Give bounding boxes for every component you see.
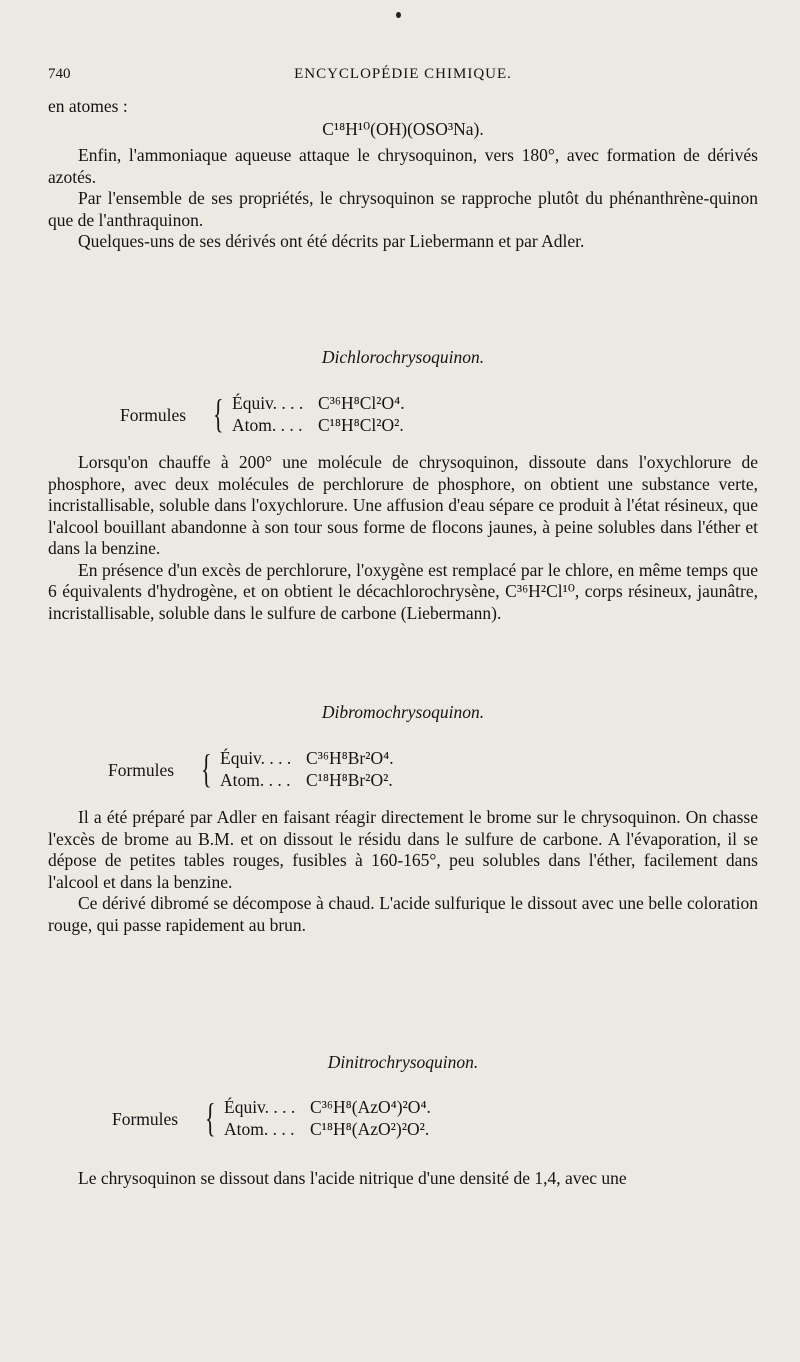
paragraph: En présence d'un excès de perchlorure, l'oxygène est remplacé par le chlore, en même temps que 6 équivalents d'hydrogène, et on obtient le décachlorochrysène, C³⁶H²Cl¹⁰, corps résineux, jaunâtre, incristallisable, soluble dans le sulfure de carbone (Liebermann). [48, 559, 758, 623]
equiv-formula: C³⁶H⁸(AzO⁴)²O⁴. [310, 1097, 431, 1117]
atom-formula: C¹⁸H⁸Cl²O². [318, 415, 404, 435]
intro-paragraphs [48, 145, 758, 253]
paragraph: Quelques-uns de ses dérivés ont été décrits par Liebermann et par Adler. [78, 231, 585, 251]
formula-block [112, 1096, 452, 1140]
paragraph: Le chrysoquinon se dissout dans l'acide nitrique d'une densité de 1,4, avec une [78, 1168, 627, 1188]
paragraph: Ce dérivé dibromé se décompose à chaud. L'acide sulfurique le dissout avec une belle coloration rouge, qui passe rapidement au brun. [48, 893, 758, 935]
section-body [48, 807, 758, 936]
page-number: 740 [48, 66, 71, 82]
section-title: Dibromochrysoquinon. [321, 702, 485, 722]
running-title: ENCYCLOPÉDIE CHIMIQUE. [294, 66, 512, 82]
brace-icon: { [213, 391, 224, 436]
equiv-formula: C³⁶H⁸Cl²O⁴. [318, 393, 405, 413]
paragraph: Enfin, l'ammoniaque aqueuse attaque le chrysoquinon, vers 180°, avec formation de dérivés azotés. [48, 145, 758, 187]
formulas-label: Formules [120, 405, 187, 425]
section-title: Dinitrochrysoquinon. [327, 1052, 479, 1072]
intro-formula: C¹⁸H¹⁰(OH)(OSO³Na). [322, 119, 484, 139]
section-title: Dichlorochrysoquinon. [321, 347, 485, 367]
section-body [48, 452, 758, 624]
atom-label: Atom. . . . [224, 1119, 295, 1139]
equiv-formula: C³⁶H⁸Br²O⁴. [306, 748, 394, 768]
atom-label: Atom. . . . [220, 770, 291, 790]
brace-icon: { [205, 1095, 216, 1140]
brace-icon: { [201, 746, 212, 791]
page-header [48, 66, 758, 88]
atom-label: Atom. . . . [232, 415, 303, 435]
formulas-label: Formules [108, 760, 175, 780]
formula-block [120, 392, 420, 436]
formulas-label: Formules [112, 1109, 179, 1129]
equiv-label: Équiv. . . . [224, 1097, 296, 1117]
ink-mark [396, 12, 401, 18]
intro-label [48, 96, 758, 118]
intro-label-text: en atomes : [48, 96, 128, 116]
section-body [48, 1168, 758, 1190]
atom-formula: C¹⁸H⁸Br²O². [306, 770, 393, 790]
formula-block [108, 747, 428, 791]
paragraph: Lorsqu'on chauffe à 200° une molécule de chrysoquinon, dissoute dans l'oxychlorure de phosphore, avec deux molécules de perchlorure de phosphore, on obtient une substance verte, incristallisable, soluble dans l'oxychlorure. Une affusion d'eau sépare ce produit à l'état résineux, que l'alcool bouillant abandonne à son tour sous forme de flocons jaunes, à peine solubles dans l'éther et dans la benzine. [48, 452, 758, 558]
atom-formula: C¹⁸H⁸(AzO²)²O². [310, 1119, 430, 1139]
equiv-label: Équiv. . . . [220, 748, 292, 768]
paragraph: Il a été préparé par Adler en faisant réagir directement le brome sur le chrysoquinon. On chasse l'excès de brome au B.M. et on dissout le résidu dans le sulfure de carbone. A l'évaporation, il se dépose de petites tables rouges, fusibles à 160-165°, peu solubles dans l'éther, facilement dans l'alcool et dans la benzine. [48, 807, 758, 892]
equiv-label: Équiv. . . . [232, 393, 304, 413]
paragraph: Par l'ensemble de ses propriétés, le chrysoquinon se rapproche plutôt du phénanthrène-quinon que de l'anthraquinon. [48, 188, 758, 230]
